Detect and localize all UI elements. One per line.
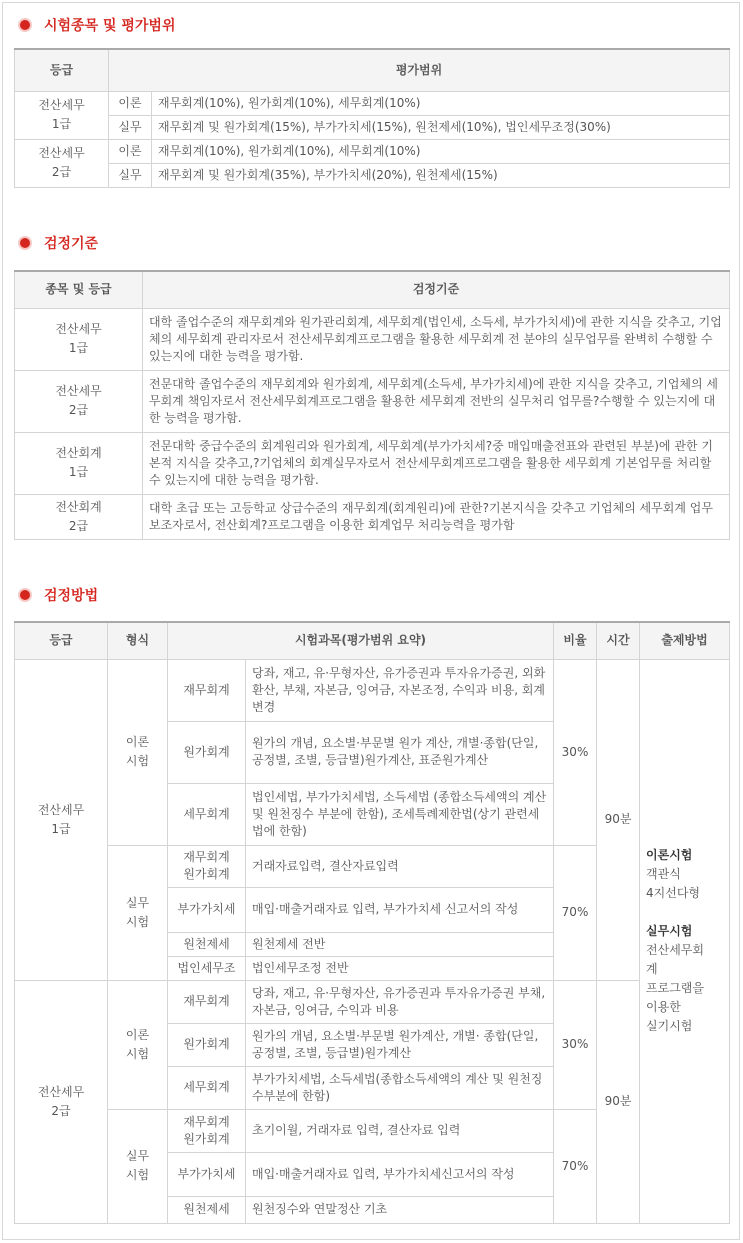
time-cell: 90분 [597,659,640,980]
header-grade: 등급 [15,49,109,91]
scope-table [14,48,730,188]
ratio-cell: 30% [554,980,597,1109]
bullet-icon [20,238,30,248]
desc-cell: 법인세무조정 전반 [246,956,554,980]
subject-cell: 법인세무조 [168,956,246,980]
table-row [15,139,730,163]
ratio-cell: 30% [554,659,597,845]
desc-cell: 부가가치세법, 소득세법(종합소득세액의 계산 및 원천징수부분에 한함) [246,1066,554,1109]
format-cell: 이론 시험 [108,659,168,845]
header-criteria: 검정기준 [143,271,730,308]
table-row [15,494,730,539]
subject-cell: 원가회계 [168,1023,246,1066]
desc-cell: 법인세법, 부가가치세법, 소득세법 (종합소득세액의 계산 및 원천징수 부분에 한함), 조세특례제한법(상기 관련세법에 한함) [246,783,554,845]
criteria-cell: 대학 초급 또는 고등학교 상급수준의 재무회계(회계원리)에 관한?기본지식을 갖추고 기업체의 세무회계 업무보조자로서, 전산회계?프로그램을 이용한 회계업무 처리능력을 평가함 [143,494,730,539]
scope-cell: 재무회계 및 원가회계(15%), 부가가치세(15%), 원천제세(10%), 법인세무조정(30%) [152,115,730,139]
type-cell: 이론 [109,139,152,163]
type-cell: 이론 [109,91,152,115]
subject-cell: 세무회계 [168,1066,246,1109]
subject-cell: 재무회계 원가회계 [168,1109,246,1152]
grade-cell: 전산세무 2급 [15,370,143,432]
desc-cell: 당좌, 재고, 유·무형자산, 유가증권과 투자유가증권 부채, 자본금, 잉여금, 수익과 비용 [246,980,554,1023]
criteria-table [14,270,730,540]
subject-cell: 부가가치세 [168,887,246,932]
desc-cell: 당좌, 재고, 유·무형자산, 유가증권과 투자유가증권, 외화환산, 부채, 자본금, 잉여금, 자본조정, 수익과 비용, 회계변경 [246,659,554,721]
method-table [14,621,730,1224]
ratio-cell: 70% [554,1109,597,1223]
criteria-cell: 전문대학 중급수준의 회계원리와 원가회계, 세무회계(부가가치세?중 매입매출전표와 관련된 부분)에 관한 기본적 지식을 갖추고,?기업체의 회계실무자로서 전산세무회계프로그램을 활용한 세무회계 기본업무를 처리할 수 있는지에 대한 능력을 평가함. [143,432,730,494]
subject-cell: 재무회계 원가회계 [168,845,246,887]
format-cell: 실무 시험 [108,845,168,980]
desc-cell: 거래자료입력, 결산자료입력 [246,845,554,887]
table-header-row [15,622,730,659]
subject-cell: 원가회계 [168,721,246,783]
header-grade: 종목 및 등급 [15,271,143,308]
grade-cell: 전산세무 1급 [15,91,109,139]
grade-cell: 전산회계 1급 [15,432,143,494]
header-time: 시간 [597,622,640,659]
table-header-row [15,271,730,308]
desc-cell: 원천징수와 연말정산 기초 [246,1196,554,1223]
header-ratio: 비율 [554,622,597,659]
subject-cell: 재무회계 [168,980,246,1023]
section-title-scope: 시험종목 및 평가범위 [20,15,175,35]
grade-cell: 전산세무 2급 [15,980,108,1223]
ratio-cell: 70% [554,845,597,980]
header-method: 출제방법 [640,622,730,659]
table-row [15,91,730,115]
time-cell: 90분 [597,980,640,1223]
subject-cell: 원천제세 [168,932,246,956]
desc-cell: 초기이월, 거래자료 입력, 결산자료 입력 [246,1109,554,1152]
type-cell: 실무 [109,163,152,187]
criteria-cell: 전문대학 졸업수준의 재무회계와 원가회계, 세무회계(소득세, 부가가치세)에 관한 지식을 갖추고, 기업체의 세무회계 책임자로서 전산세무회계프로그램을 활용한 세무회계 전반의 실무처리 업무를?수행할 수 있는지에 대한 능력을 평가함. [143,370,730,432]
subject-cell: 부가가치세 [168,1152,246,1196]
format-cell: 이론 시험 [108,980,168,1109]
grade-cell: 전산세무 1급 [15,308,143,370]
table-row [15,163,730,187]
grade-cell: 전산세무 1급 [15,659,108,980]
desc-cell: 매입·매출거래자료 입력, 부가가치세신고서의 작성 [246,1152,554,1196]
header-format: 형식 [108,622,168,659]
desc-cell: 원가의 개념, 요소별·부문별 원가 계산, 개별·종합(단일, 공정별, 조별, 등급별)원가계산, 표준원가계산 [246,721,554,783]
desc-cell: 매입·매출거래자료 입력, 부가가치세 신고서의 작성 [246,887,554,932]
table-row [15,370,730,432]
section-title-criteria: 검정기준 [20,233,98,253]
grade-cell: 전산회계 2급 [15,494,143,539]
header-scope: 평가범위 [109,49,730,91]
type-cell: 실무 [109,115,152,139]
table-row [15,432,730,494]
section-title-method: 검정방법 [20,585,98,605]
table-row [15,308,730,370]
table-row [15,659,730,721]
scope-cell: 재무회계(10%), 원가회계(10%), 세무회계(10%) [152,139,730,163]
bullet-icon [20,20,30,30]
header-grade: 등급 [15,622,108,659]
table-row [15,980,730,1023]
grade-cell: 전산세무 2급 [15,139,109,187]
header-subject: 시험과목(평가범위 요약) [168,622,554,659]
desc-cell: 원가의 개념, 요소별·부문별 원가계산, 개별· 종합(단일, 공정별, 조별, 등급별)원가계산 [246,1023,554,1066]
subject-cell: 재무회계 [168,659,246,721]
subject-cell: 세무회계 [168,783,246,845]
bullet-icon [20,590,30,600]
subject-cell: 원천제세 [168,1196,246,1223]
scope-cell: 재무회계(10%), 원가회계(10%), 세무회계(10%) [152,91,730,115]
criteria-cell: 대학 졸업수준의 재무회계와 원가관리회계, 세무회계(법인세, 소득세, 부가가치세)에 관한 지식을 갖추고, 기업체의 세무회계 관리자로서 전산세무회계프로그램을 활용한 세무회계 전 분야의 실무업무를 완벽히 수행할 수 있는지에 대한 능력을 평가함. [143,308,730,370]
table-row [15,115,730,139]
method-cell: 이론시험 객관식 4지선다형 실무시험 전산세무회 계 프로그램을 이용한 실기시험 [640,659,730,1223]
desc-cell: 원천제세 전반 [246,932,554,956]
scope-cell: 재무회계 및 원가회계(35%), 부가가치세(20%), 원천제세(15%) [152,163,730,187]
format-cell: 실무 시험 [108,1109,168,1223]
table-header-row [15,49,730,91]
